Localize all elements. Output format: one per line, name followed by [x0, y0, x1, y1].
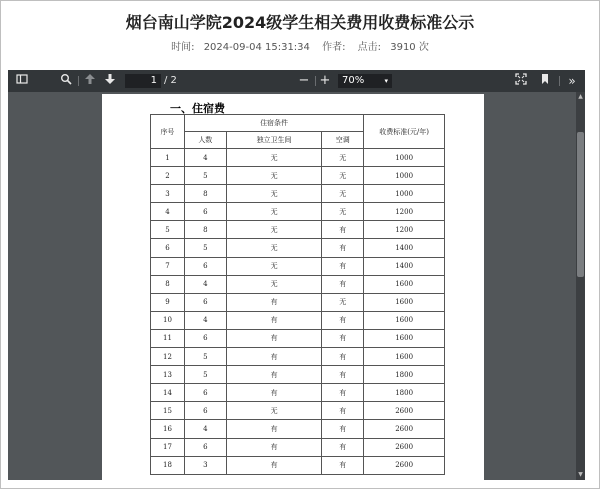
cell-people: 8: [184, 185, 226, 203]
header-fee: 收费标准(元/年): [364, 115, 445, 149]
pdf-toolbar: [8, 70, 585, 92]
cell-people: 5: [184, 239, 226, 257]
zoom-out-button[interactable]: −: [298, 73, 310, 88]
cell-fee: 1600: [364, 311, 445, 329]
cell-seq: 10: [151, 311, 185, 329]
time-label-text: 时间:: [171, 42, 195, 53]
table-row: [151, 456, 445, 474]
cell-seq: 12: [151, 348, 185, 366]
article-meta: [0, 38, 600, 53]
cell-people: 6: [184, 257, 226, 275]
hits-label: 点击:: [357, 42, 382, 53]
header-bathroom: 独立卫生间: [226, 132, 322, 149]
cell-people: 6: [184, 293, 226, 311]
table-row: [151, 149, 445, 167]
cell-bathroom: 无: [226, 221, 322, 239]
cell-people: 8: [184, 221, 226, 239]
cell-fee: 1600: [364, 348, 445, 366]
search-icon[interactable]: [58, 73, 74, 89]
cell-people: 6: [184, 402, 226, 420]
toolbar-divider: [78, 76, 79, 86]
page-total: / 2: [164, 75, 177, 86]
cell-fee: 1000: [364, 149, 445, 167]
cell-bathroom: 有: [226, 293, 322, 311]
cell-people: 4: [184, 275, 226, 293]
next-page-icon[interactable]: [102, 73, 118, 89]
scroll-down-icon[interactable]: ▼: [578, 471, 583, 478]
cell-fee: 1600: [364, 329, 445, 347]
cell-ac: 有: [322, 420, 364, 438]
cell-ac: 有: [322, 402, 364, 420]
table-row: [151, 348, 445, 366]
pdf-page: [102, 94, 484, 480]
cell-fee: 1600: [364, 293, 445, 311]
zoom-value: 70%: [342, 75, 365, 86]
cell-ac: 无: [322, 149, 364, 167]
cell-seq: 11: [151, 329, 185, 347]
publish-time: 2024-09-04 15:31:34: [203, 42, 310, 53]
cell-ac: 无: [322, 185, 364, 203]
bookmark-icon[interactable]: [537, 73, 553, 89]
cell-people: 5: [184, 366, 226, 384]
cell-seq: 2: [151, 167, 185, 185]
cell-ac: 有: [322, 311, 364, 329]
table-row: [151, 420, 445, 438]
cell-seq: 9: [151, 293, 185, 311]
cell-bathroom: 无: [226, 185, 322, 203]
table-row: [151, 203, 445, 221]
cell-bathroom: 有: [226, 348, 322, 366]
cell-ac: 有: [322, 384, 364, 402]
table-row: [151, 402, 445, 420]
cell-seq: 1: [151, 149, 185, 167]
cell-fee: 1000: [364, 167, 445, 185]
table-row: [151, 293, 445, 311]
cell-ac: 无: [322, 167, 364, 185]
zoom-select[interactable]: [338, 74, 392, 88]
more-tools-icon[interactable]: »: [568, 74, 576, 88]
table-row: [151, 366, 445, 384]
hits-count: 3910 次: [390, 42, 429, 53]
fit-page-icon[interactable]: [513, 73, 529, 89]
header-people: 人数: [184, 132, 226, 149]
cell-seq: 3: [151, 185, 185, 203]
table-row: [151, 221, 445, 239]
cell-seq: 14: [151, 384, 185, 402]
chevron-down-icon: ▾: [384, 77, 388, 85]
cell-ac: 有: [322, 329, 364, 347]
cell-ac: 有: [322, 348, 364, 366]
table-row: [151, 257, 445, 275]
cell-fee: 1600: [364, 275, 445, 293]
prev-page-icon[interactable]: [82, 73, 98, 89]
cell-seq: 18: [151, 456, 185, 474]
cell-people: 4: [184, 420, 226, 438]
scroll-up-icon[interactable]: ▲: [578, 93, 583, 100]
cell-people: 5: [184, 348, 226, 366]
table-row: [151, 384, 445, 402]
table-row: [151, 329, 445, 347]
cell-seq: 15: [151, 402, 185, 420]
cell-people: 3: [184, 456, 226, 474]
pdf-viewer: [8, 70, 585, 480]
hits-group: [355, 42, 432, 53]
cell-seq: 13: [151, 366, 185, 384]
cell-people: 6: [184, 438, 226, 456]
cell-seq: 6: [151, 239, 185, 257]
fee-table: [150, 114, 445, 475]
cell-seq: 17: [151, 438, 185, 456]
cell-fee: 1800: [364, 366, 445, 384]
cell-bathroom: 无: [226, 275, 322, 293]
cell-bathroom: 有: [226, 456, 322, 474]
cell-seq: 4: [151, 203, 185, 221]
cell-bathroom: 有: [226, 329, 322, 347]
cell-fee: 2600: [364, 456, 445, 474]
table-row: [151, 167, 445, 185]
table-row: [151, 275, 445, 293]
cell-bathroom: 有: [226, 311, 322, 329]
header-seq: 序号: [151, 115, 185, 149]
table-row: [151, 185, 445, 203]
cell-seq: 8: [151, 275, 185, 293]
header-conditions: 住宿条件: [184, 115, 363, 132]
sidebar-toggle-icon[interactable]: [14, 73, 30, 89]
cell-people: 6: [184, 384, 226, 402]
vertical-scrollbar[interactable]: [576, 92, 585, 480]
cell-bathroom: 无: [226, 402, 322, 420]
cell-people: 4: [184, 149, 226, 167]
cell-ac: 无: [322, 203, 364, 221]
cell-ac: 有: [322, 456, 364, 474]
cell-ac: 有: [322, 257, 364, 275]
cell-people: 5: [184, 167, 226, 185]
cell-people: 4: [184, 311, 226, 329]
cell-fee: 1200: [364, 221, 445, 239]
time-label: [168, 42, 313, 53]
cell-bathroom: 无: [226, 257, 322, 275]
cell-ac: 有: [322, 221, 364, 239]
cell-people: 6: [184, 329, 226, 347]
cell-fee: 1400: [364, 257, 445, 275]
cell-bathroom: 有: [226, 366, 322, 384]
header-ac: 空调: [322, 132, 364, 149]
cell-ac: 有: [322, 438, 364, 456]
cell-fee: 1400: [364, 239, 445, 257]
cell-ac: 无: [322, 293, 364, 311]
cell-ac: 有: [322, 239, 364, 257]
cell-fee: 1200: [364, 203, 445, 221]
scrollbar-thumb[interactable]: [577, 132, 584, 277]
section-title: 一、住宿费: [170, 102, 225, 115]
cell-bathroom: 有: [226, 420, 322, 438]
cell-ac: 有: [322, 275, 364, 293]
cell-bathroom: 有: [226, 384, 322, 402]
cell-bathroom: 无: [226, 167, 322, 185]
table-row: [151, 239, 445, 257]
cell-seq: 16: [151, 420, 185, 438]
cell-fee: 2600: [364, 438, 445, 456]
cell-bathroom: 无: [226, 203, 322, 221]
cell-fee: 2600: [364, 402, 445, 420]
cell-fee: 2600: [364, 420, 445, 438]
table-row: [151, 438, 445, 456]
author-label: 作者:: [322, 42, 346, 53]
cell-fee: 1800: [364, 384, 445, 402]
zoom-in-button[interactable]: +: [319, 73, 331, 88]
toolbar-divider: [315, 76, 316, 86]
table-row: [151, 311, 445, 329]
cell-bathroom: 有: [226, 438, 322, 456]
cell-people: 6: [184, 203, 226, 221]
article-title: 烟台南山学院2024级学生相关费用收费标准公示: [125, 13, 475, 32]
cell-seq: 5: [151, 221, 185, 239]
toolbar-divider: [559, 76, 560, 86]
cell-bathroom: 无: [226, 149, 322, 167]
page-number-input[interactable]: 1: [125, 74, 161, 88]
cell-bathroom: 无: [226, 239, 322, 257]
cell-seq: 7: [151, 257, 185, 275]
cell-fee: 1000: [364, 185, 445, 203]
cell-ac: 有: [322, 366, 364, 384]
